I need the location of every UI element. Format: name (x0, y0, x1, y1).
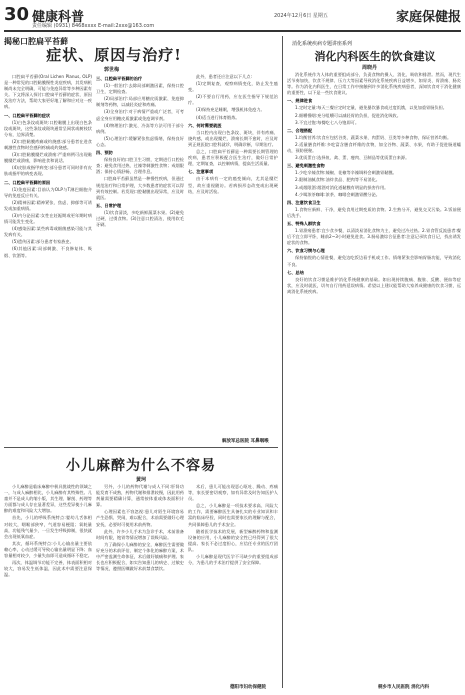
subheading: 五、特殊人群饮食 (287, 220, 321, 226)
paragraph: 3.优质蛋白:选择鱼、禽、蛋、瘦肉、豆制品等优质蛋白来源。 (295, 155, 410, 161)
subheading: 六、何时需要就医 (188, 122, 222, 128)
paragraph: 此外，患者还应注意以下几点: (196, 74, 252, 79)
paragraph: 良好的饮食习惯是维护消化系统健康的基础。如出现持续腹痛、腹胀、反酸、便血等症状，应及时就医，切勿自行用药延误病情。希望以上建议能帮助大家养成健康的饮食习惯，远离消化系统疾病。 (287, 276, 461, 294)
kicker: 消化系统疾病专题讲座系列 (292, 41, 353, 47)
paragraph: (5)心理治疗:缓解紧张焦虑情绪，保持良好心态。 (96, 135, 184, 147)
paragraph: 1.定时定量:每天三餐应定时定量，避免暴饮暴食或过度饥饿，以免加重胃肠负担。 (295, 105, 447, 111)
article2-col2 (96, 484, 184, 689)
headline-digestive-diet: 消化内科医生的饮食建议 (314, 50, 436, 63)
paragraph: 再次，体温调节功能不完善，体表面积相对较大，容易发生低体温，因此术中需要注意保温。 (4, 560, 92, 578)
kicker: 揭秘口腔扁平苔藓 (4, 37, 68, 46)
paragraph: 1.胃溃疡患者:宜少食多餐，以清淡易消化食物为主，避免过冷过热。2.胃食管反流患者:餐后不宜立即平卧，睡前2~3小时避免进食。3.肠易激综合征患者:注意记录饮食日记，找出诱发症状的食物。 (287, 228, 461, 246)
paragraph: (4)感染因素:某些病毒或细菌感染可能与其发病有关。 (4, 226, 92, 238)
article1-credit: 解放军总医院 耳鼻咽喉 (222, 439, 269, 444)
paragraph: (3)内分泌因素:女性在妊娠期或更年期时病情可能发生变化。 (4, 212, 92, 225)
paragraph: 2.细嚼慢咽:充分咀嚼可以减轻胃的负担，促进消化吸收。 (295, 112, 401, 118)
paragraph: (2)局部治疗:局部应用糖皮质激素、免疫抑制剂等药物，以减轻炎症和疼痛。 (96, 96, 184, 108)
article3-col1 (287, 72, 461, 680)
paragraph: 2.适量膳食纤维:多吃富含膳食纤维的食物，如全谷物、蔬菜、水果，有助于促进肠道蠕动，预防便秘。 (287, 141, 461, 154)
paragraph: 消化系统作为人体的重要组成部分，负责食物的摄入、消化、吸收和排泄。然而，现代生活节奏加快，饮食不规律、压力大等因素导致消化系统疾病日益增多，如胃炎、胃溃疡、肠炎等。作为消化内科医生，在日常工作中接触到许多消化系统疾病患者，深知饮食对于消化健康的重要性，以下是一些饮食建议。 (287, 72, 461, 96)
paragraph: 术后，患儿可能出现恶心呕吐、躁动、疼痛等，家长要密切观察，如有异常及时告知医护人员。 (188, 484, 278, 502)
article1-col3 (188, 74, 278, 436)
headline-pediatric-anesthesia: 小儿麻醉为什么不容易 (66, 458, 216, 474)
subheading: 一、规律进食 (287, 98, 313, 104)
byline: 黄珂 (136, 477, 147, 483)
subheading: 三、避免刺激性食物 (287, 163, 325, 169)
paragraph: (5)遗传因素:部分患者有家族史。 (12, 239, 74, 245)
article1-col1 (4, 74, 92, 444)
paragraph: 小儿麻醉是现代医学不可缺少的重要组成部分，为患儿的手术治疗提供了安全保障。 (188, 554, 278, 566)
paragraph: (1)定期复查，观察病情变化，防止发生癌变。 (188, 81, 278, 93)
article3-credit: 桐乡市人民医院 消化内科 (378, 685, 430, 690)
article2-col3 (188, 484, 278, 681)
paragraph: (1)一般治疗:去除局部刺激因素，保持口腔卫生，定期检查。 (96, 83, 184, 95)
section-title: 健康科普 (32, 10, 85, 25)
byline: 郭世梅 (104, 67, 120, 73)
subheading: 三、口腔扁平苔藓的治疗 (96, 76, 143, 81)
paragraph: 口腔扁平苔藓(Oral Lichen Planus, OLP)是一种常见的口腔黏膜慢性炎症疾病，其发病机制尚未完全明确，可能与免疫异常等多种因素有关。下文将深入探讨口腔扁平苔藓的症状、原因及治疗方法，帮助大家更好地了解和应对这一疾病。 (4, 74, 92, 110)
paragraph: 由于本病有一定的癌变倾向，尤其是糜烂型，故应重视随访。若病损形态改变或出现硬结，应及时活检。 (188, 176, 278, 194)
paragraph: 保持良好的口腔卫生习惯，定期进行口腔检查；避免食用过热、过辣等刺激性食物；戒烟限酒；保持心情舒畅，合理作息。 (96, 157, 184, 175)
article1-col2 (96, 74, 184, 444)
issue-date: 2024年12月6日 星期五 (274, 13, 328, 19)
paragraph: (3)保持充足睡眠，增强机体免疫力。 (196, 107, 265, 113)
paragraph: 口腔扁平苔藓虽然是一种慢性疾病，但通过规范治疗和日常护理，大多数患者的症状可以得到有效控制。若发现口腔黏膜出现异常，应及时就医。 (96, 176, 184, 200)
page-number: 30 (4, 4, 30, 25)
paragraph: 总之，小儿麻醉是一项技术要求高、风险大的工作，需要麻醉医生具备扎实的专业知识和丰富的临床经验，同时也需要家长的理解与配合，共同保障患儿的手术安全。 (188, 503, 278, 527)
paragraph: 1.食物应新鲜、干净，避免食用过期变质的食物。2.生熟分开，避免交叉污染。3.饭前便后洗手。 (287, 206, 461, 218)
paragraph: (6)其他因素:局部刺激、不良修复体、吸烟、饮酒等。 (4, 246, 92, 258)
subheading: 七、注意事项 (188, 169, 214, 175)
subheading: 六、饮食习惯与心理 (287, 248, 325, 254)
masthead (4, 4, 461, 32)
paragraph: (1)饮食清淡，多吃新鲜蔬菜水果。(2)避免过硬、过烫食物。(3)注意口腔清洁，使用软毛牙刷。 (96, 209, 184, 228)
paragraph: 首先，小儿的呼吸系统特点:婴幼儿舌体相对较大，咽喉部狭窄，气道容易梗阻；氧耗量高，功能残气量少，一旦发生呼吸抑制，很快就会出现低氧血症。 (4, 515, 92, 539)
paragraph: 4.少喝浓茶咖啡:浓茶、咖啡会刺激胃酸分泌。 (295, 191, 380, 197)
paragraph: 心理因素也不容忽视:患儿对陌生环境容易产生恐惧、哭闹，难以配合，术前需要做好心理安抚，必要时可使用术前药物。 (96, 509, 184, 527)
subheading: 四、预防 (96, 150, 113, 156)
paragraph: 3.不宜过饱:每餐吃七八分饱即可。 (295, 119, 360, 125)
paragraph: (3)全身治疗:对于病情严重或广泛者，可考虑全身应用糖皮质激素或免疫调节剂。 (96, 109, 184, 121)
paragraph: (1)免疫因素:目前认为OLP与T淋巴细胞介导的免疫反应有关。 (4, 186, 92, 198)
article2-credit: 德阳市妇幼保健院 (230, 685, 266, 690)
paragraph: 随着医学技术的发展，新型麻醉药物和监测设备的应用，小儿麻醉的安全性已经得到了很大提高。家长不必过度担心，应信任专业的医疗团队。 (188, 528, 278, 552)
paragraph: 2.限制油腻食物:油炸食品、肥肉等不易消化。 (295, 177, 380, 183)
paragraph: (1)白色条纹或斑块:口腔黏膜上出现白色条纹或斑块，这些条纹或斑块通常呈网状或树枝状分布，边界清楚。 (4, 119, 92, 137)
subheading: 七、总结 (287, 269, 304, 275)
byline: 周晓丹 (362, 65, 378, 71)
subheading: 二、口腔扁平苔藓的原因 (4, 179, 51, 185)
paragraph: (3)口腔黏膜糜烂或溃疡:严重病例可出现黏膜糜烂或溃疡，影响进食和说话。 (4, 152, 92, 164)
paper-title: 家庭保健报 (395, 10, 461, 25)
paragraph: 保持愉悦的心情进餐，避免边吃饭边看手机或工作。情绪紧张会影响胃肠功能，导致消化不良。 (287, 255, 461, 267)
paragraph: 当口腔内出现白色条纹、斑块，伴有疼痛、烧灼感，或出现糜烂、溃疡长期不愈时，应及时到正规医院口腔科就诊，明确诊断，早期治疗。 (188, 129, 278, 147)
subheading: 一、口腔扁平苔藓的症状 (4, 112, 51, 118)
paragraph: 此外，许多小儿手术为急诊手术，术前准备时间有限，饱胃等情况增加了误吸风险。 (96, 528, 184, 540)
paragraph: (4)皮肤或指甲病变:部分患者可同时伴有皮肤或指甲的病变表现。 (4, 165, 92, 177)
section-divider (4, 447, 278, 448)
paragraph: 3.戒烟限酒:烟酒对消化道黏膜有明显的损害作用。 (295, 184, 389, 190)
paragraph: (2)精神因素:精神紧张、焦虑、抑郁等可诱发或加重病情。 (4, 199, 92, 211)
paragraph: 小儿麻醉是临床麻醉中极具挑战性的领域之一，与成人麻醉相比，小儿麻醉有其特殊性。儿童并不是成人的缩小版，其生理、解剖、药理等方面都与成人存在显著差异，这些差异使小儿麻醉的难度和风险大大增加。 (4, 484, 92, 514)
paragraph: (2)口腔黏膜疼痛或灼烧感:部分患者在进食刺激性食物时会感到疼痛或灼烧感。 (4, 138, 92, 151)
paragraph: (2)不要自行用药，应在医生指导下规范治疗。 (188, 94, 278, 106)
paragraph: 1.少吃辛辣食物:辣椒、花椒等辛辣调料会刺激胃黏膜。 (295, 170, 397, 176)
headline-lichen-planus: 症状、原因与治疗! (46, 46, 182, 64)
article2-col1 (4, 484, 92, 689)
paragraph: 其次，循环系统特点:小儿心输出量主要依赖心率，心动过缓可导致心输出量明显下降；血容量相对较少，少量失血即可造成循环不稳定。 (4, 540, 92, 559)
contact-line: 责任编辑 (0931) 8468xxxx E-mail:2xxx@163.com (32, 23, 155, 29)
subheading: 二、合理搭配 (287, 127, 313, 133)
paragraph: 另外，小儿的药物代谢与成人不同:肝肾功能发育不成熟，药物代谢和排泄较慢，因此用药剂量需要精确计算，通常按体重或体表面积计算。 (96, 484, 184, 508)
paragraph: 为了确保小儿麻醉的安全，麻醉医生需要做好充分的术前评估，制定个体化的麻醉方案，术中严密监测生命体征，术后做好镇痛和护理。家长也应积极配合，如实告知患儿的病史、过敏史等情况，遵照医嘱做好术前禁食禁饮。 (96, 541, 184, 572)
paragraph: 总之，口腔扁平苔藓是一种需要长期管理的疾病，患者应积极配合医生治疗，做好日常护理，定期复查，以控制病情，提高生活质量。 (188, 149, 278, 167)
subheading: 五、日常护理 (96, 202, 122, 208)
paragraph: 1.均衡营养:饮食应包括谷类、蔬菜水果、肉蛋奶、豆类等多种食物，保证营养均衡。 (295, 134, 452, 140)
subheading: 四、注意饮食卫生 (287, 199, 321, 205)
paragraph: (4)物理治疗:激光、冷冻等方法可用于部分病例。 (96, 122, 184, 134)
paragraph: (4)适当进行体育锻炼。 (196, 114, 240, 120)
column-divider (282, 36, 283, 688)
